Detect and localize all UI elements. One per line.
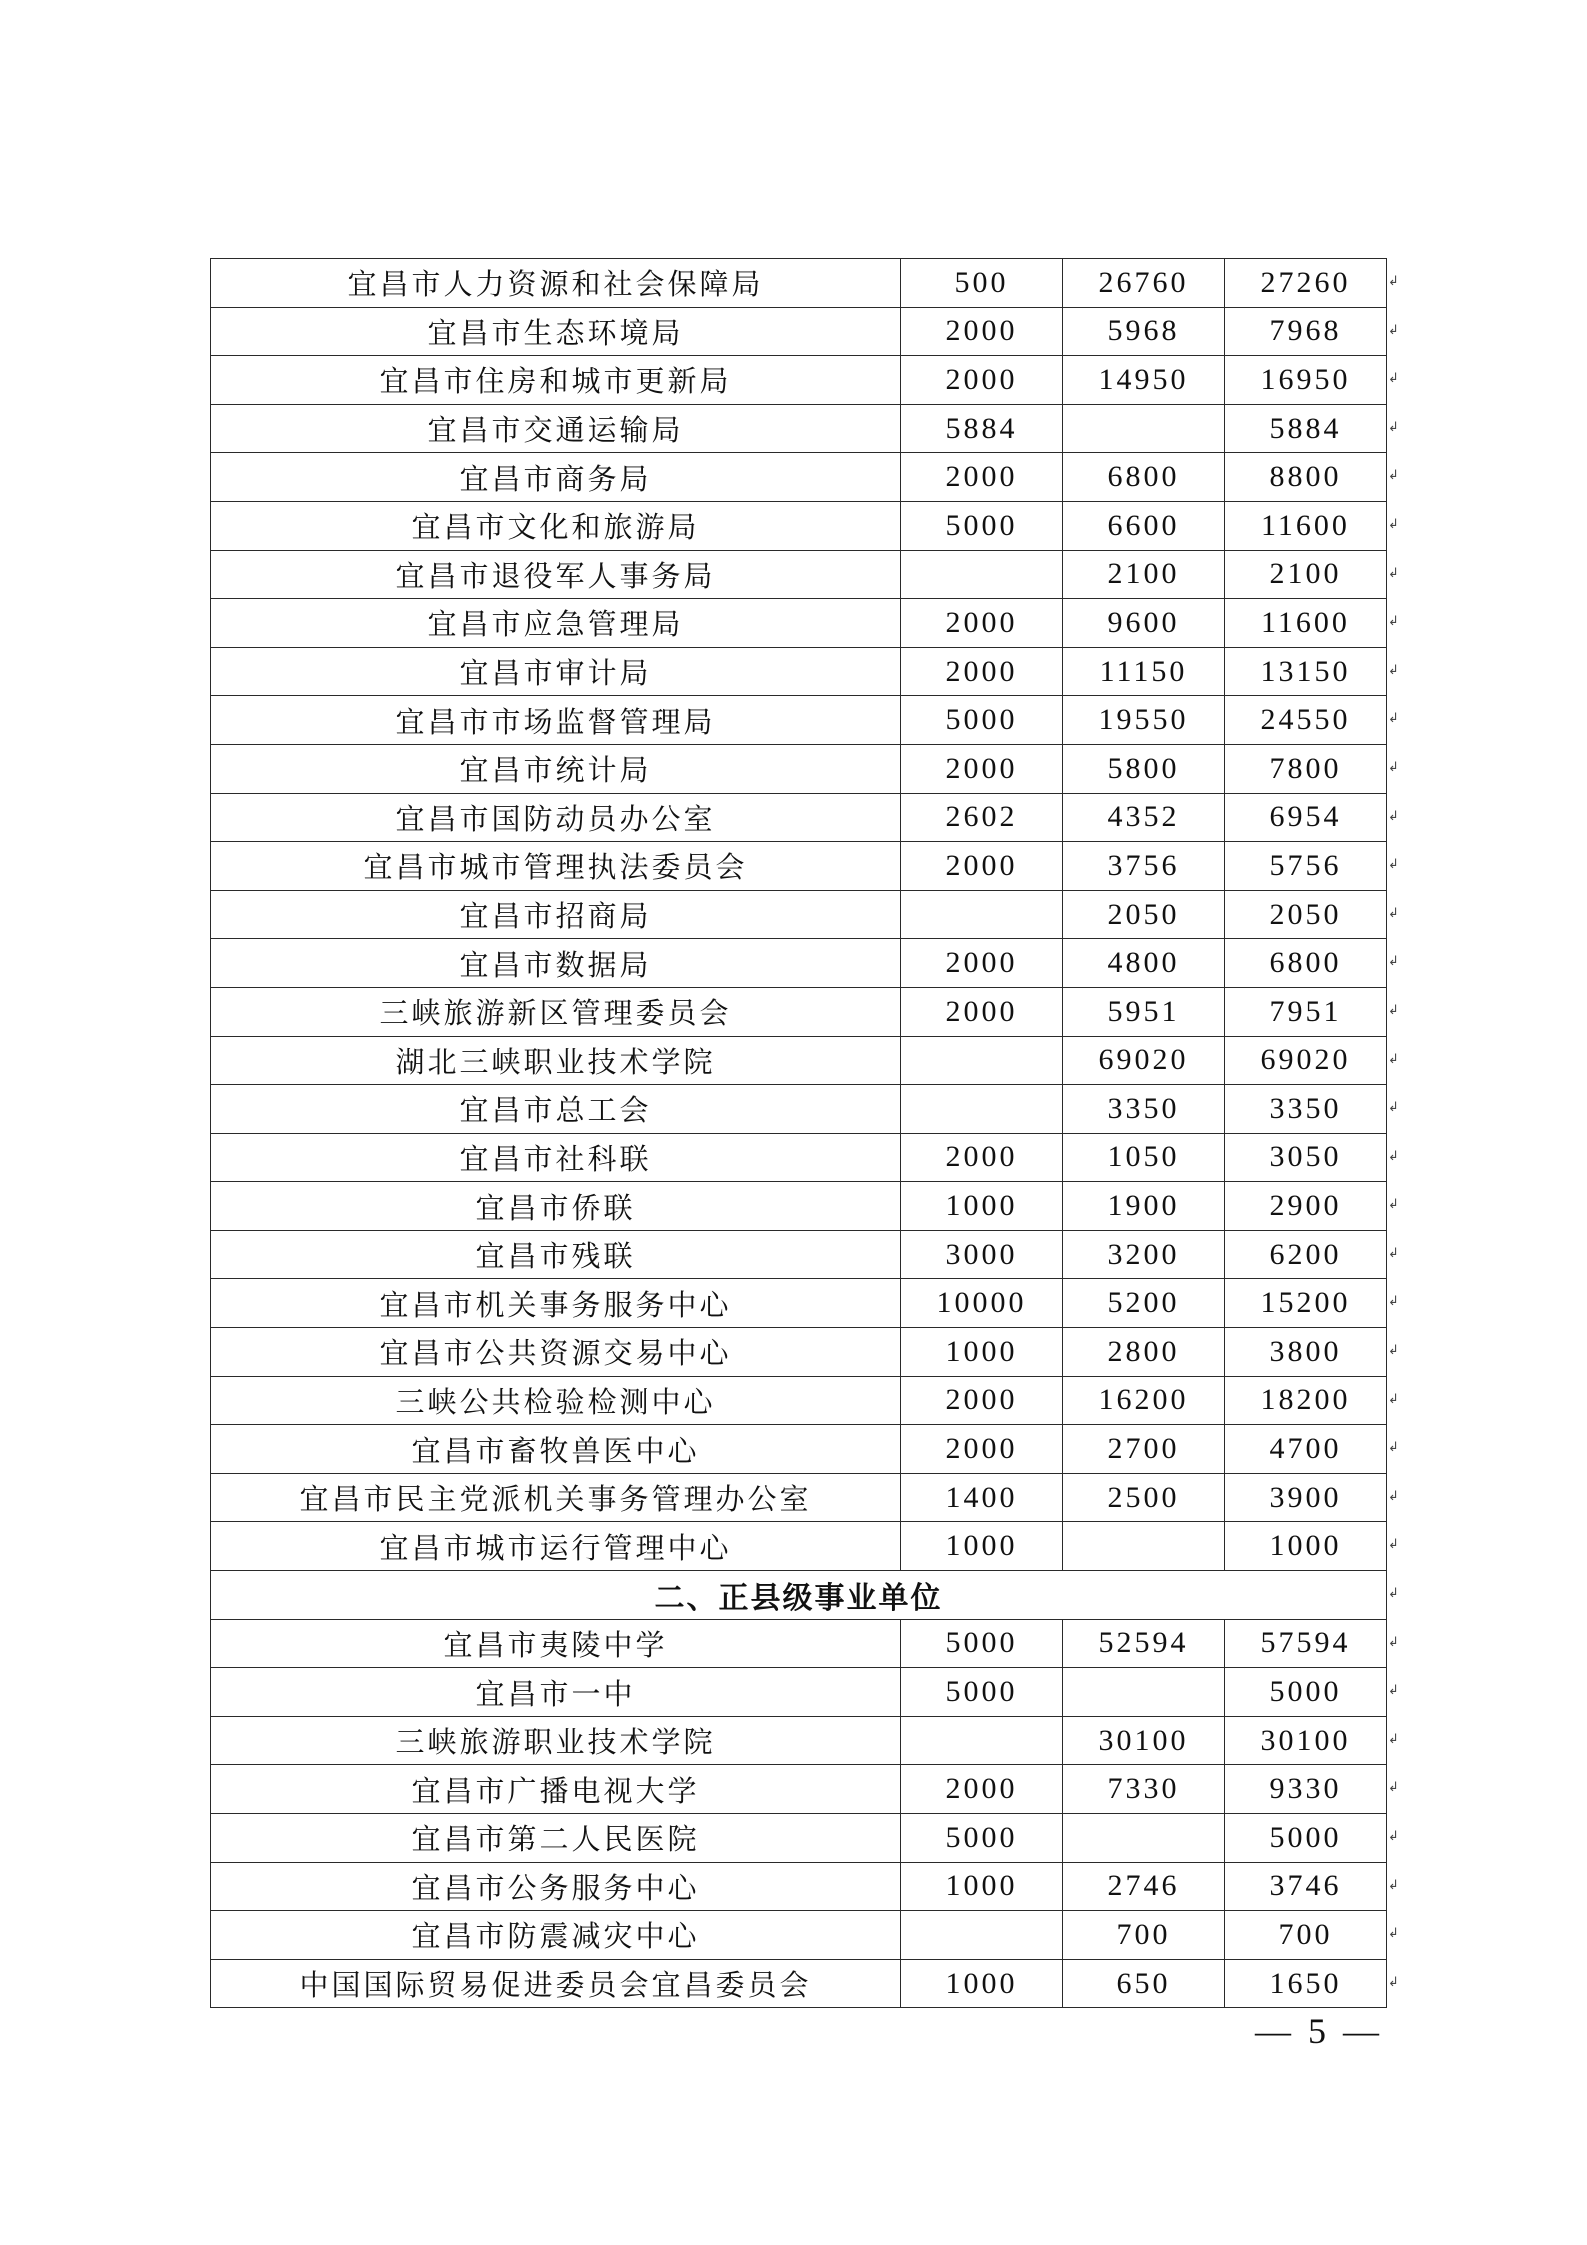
total-cell: 6954 (1225, 793, 1387, 842)
table-row (211, 1862, 1387, 1911)
budget-table-body (211, 259, 1387, 2008)
unit-name-cell: 宜昌市公务服务中心 (211, 1862, 901, 1911)
section-title: 二、正县级事业单位 (211, 1571, 1387, 1620)
paragraph-mark-icon: ↲ (1388, 468, 1399, 484)
amount-b-cell: 1900 (1063, 1182, 1225, 1231)
paragraph-mark-icon: ↲ (1388, 857, 1399, 873)
paragraph-mark-icon: ↲ (1388, 808, 1399, 824)
total-cell: 11600 (1225, 501, 1387, 550)
amount-a-cell: 2000 (901, 453, 1063, 502)
total-cell: 5884 (1225, 404, 1387, 453)
amount-b-cell: 700 (1063, 1911, 1225, 1960)
paragraph-mark-icon: ↲ (1388, 1974, 1399, 1990)
unit-name-cell: 宜昌市生态环境局 (211, 307, 901, 356)
table-row (211, 1036, 1387, 1085)
paragraph-mark-icon: ↲ (1388, 662, 1399, 678)
amount-a-cell: 5000 (901, 1814, 1063, 1863)
unit-name-cell: 宜昌市人力资源和社会保障局 (211, 259, 901, 308)
total-cell: 8800 (1225, 453, 1387, 502)
amount-b-cell: 5951 (1063, 987, 1225, 1036)
paragraph-mark-icon: ↲ (1388, 1051, 1399, 1067)
table-row (211, 1279, 1387, 1328)
unit-name-cell: 宜昌市招商局 (211, 890, 901, 939)
paragraph-mark-icon: ↲ (1388, 905, 1399, 921)
amount-b-cell: 2800 (1063, 1328, 1225, 1377)
total-cell: 7800 (1225, 744, 1387, 793)
amount-a-cell (901, 1716, 1063, 1765)
table-row (211, 599, 1387, 648)
budget-table (210, 258, 1387, 2008)
paragraph-mark-icon: ↲ (1388, 1634, 1399, 1650)
paragraph-mark-icon: ↲ (1388, 1877, 1399, 1893)
table-row (211, 550, 1387, 599)
amount-a-cell (901, 550, 1063, 599)
paragraph-mark-icon: ↲ (1388, 1391, 1399, 1407)
amount-a-cell: 5000 (901, 1668, 1063, 1717)
amount-a-cell: 5000 (901, 501, 1063, 550)
paragraph-mark-icon: ↲ (1388, 1586, 1399, 1602)
table-row (211, 1668, 1387, 1717)
total-cell: 9330 (1225, 1765, 1387, 1814)
amount-b-cell: 4800 (1063, 939, 1225, 988)
paragraph-mark-icon: ↲ (1388, 954, 1399, 970)
unit-name-cell: 宜昌市残联 (211, 1230, 901, 1279)
paragraph-mark-icon: ↲ (1388, 1780, 1399, 1796)
table-row (211, 453, 1387, 502)
amount-a-cell: 5884 (901, 404, 1063, 453)
unit-name-cell: 宜昌市商务局 (211, 453, 901, 502)
total-cell: 13150 (1225, 647, 1387, 696)
amount-a-cell: 3000 (901, 1230, 1063, 1279)
amount-a-cell: 1000 (901, 1862, 1063, 1911)
amount-b-cell: 5800 (1063, 744, 1225, 793)
paragraph-mark-icon: ↲ (1388, 1440, 1399, 1456)
table-row (211, 987, 1387, 1036)
amount-a-cell: 5000 (901, 696, 1063, 745)
amount-a-cell (901, 1036, 1063, 1085)
amount-a-cell: 1000 (901, 1182, 1063, 1231)
unit-name-cell: 宜昌市防震减灾中心 (211, 1911, 901, 1960)
paragraph-mark-icon: ↲ (1388, 1683, 1399, 1699)
total-cell: 6800 (1225, 939, 1387, 988)
amount-b-cell: 2100 (1063, 550, 1225, 599)
table-row (211, 890, 1387, 939)
amount-b-cell: 11150 (1063, 647, 1225, 696)
total-cell: 57594 (1225, 1619, 1387, 1668)
unit-name-cell: 宜昌市退役军人事务局 (211, 550, 901, 599)
table-row (211, 1473, 1387, 1522)
unit-name-cell: 宜昌市社科联 (211, 1133, 901, 1182)
unit-name-cell: 宜昌市侨联 (211, 1182, 901, 1231)
total-cell: 3050 (1225, 1133, 1387, 1182)
amount-a-cell: 2000 (901, 987, 1063, 1036)
total-cell: 5000 (1225, 1814, 1387, 1863)
total-cell: 3350 (1225, 1085, 1387, 1134)
table-row (211, 1425, 1387, 1474)
paragraph-mark-icon: ↲ (1388, 1100, 1399, 1116)
paragraph-mark-icon: ↲ (1388, 711, 1399, 727)
total-cell: 16950 (1225, 356, 1387, 405)
paragraph-mark-icon: ↲ (1388, 274, 1399, 289)
unit-name-cell: 宜昌市畜牧兽医中心 (211, 1425, 901, 1474)
unit-name-cell: 宜昌市广播电视大学 (211, 1765, 901, 1814)
amount-b-cell: 3350 (1063, 1085, 1225, 1134)
amount-a-cell: 2000 (901, 647, 1063, 696)
page-number: — 5 — (1255, 2011, 1383, 2051)
table-row (211, 1376, 1387, 1425)
amount-a-cell: 2000 (901, 1133, 1063, 1182)
total-cell: 24550 (1225, 696, 1387, 745)
paragraph-mark-icon: ↲ (1388, 1197, 1399, 1213)
unit-name-cell: 宜昌市城市管理执法委员会 (211, 842, 901, 891)
table-row (211, 1911, 1387, 1960)
table-row (211, 647, 1387, 696)
table-row (211, 793, 1387, 842)
amount-a-cell: 5000 (901, 1619, 1063, 1668)
paragraph-mark-icon: ↲ (1388, 614, 1399, 630)
amount-b-cell: 4352 (1063, 793, 1225, 842)
total-cell: 3800 (1225, 1328, 1387, 1377)
total-cell: 2050 (1225, 890, 1387, 939)
total-cell: 5756 (1225, 842, 1387, 891)
total-cell: 7968 (1225, 307, 1387, 356)
total-cell: 11600 (1225, 599, 1387, 648)
amount-a-cell: 2000 (901, 842, 1063, 891)
amount-b-cell: 5968 (1063, 307, 1225, 356)
total-cell: 1650 (1225, 1959, 1387, 2008)
table-row (211, 1182, 1387, 1231)
unit-name-cell: 湖北三峡职业技术学院 (211, 1036, 901, 1085)
paragraph-mark-icon: ↲ (1388, 419, 1399, 435)
paragraph-mark-icon: ↲ (1388, 516, 1399, 532)
unit-name-cell: 宜昌市文化和旅游局 (211, 501, 901, 550)
unit-name-cell: 宜昌市国防动员办公室 (211, 793, 901, 842)
amount-b-cell: 9600 (1063, 599, 1225, 648)
table-row (211, 744, 1387, 793)
total-cell: 6200 (1225, 1230, 1387, 1279)
amount-b-cell: 26760 (1063, 259, 1225, 308)
amount-b-cell: 16200 (1063, 1376, 1225, 1425)
amount-a-cell: 1000 (901, 1522, 1063, 1571)
unit-name-cell: 中国国际贸易促进委员会宜昌委员会 (211, 1959, 901, 2008)
paragraph-mark-icon: ↲ (1388, 1731, 1399, 1747)
paragraph-mark-icon: ↲ (1388, 759, 1399, 775)
amount-a-cell: 2000 (901, 1425, 1063, 1474)
total-cell: 69020 (1225, 1036, 1387, 1085)
unit-name-cell: 宜昌市公共资源交易中心 (211, 1328, 901, 1377)
amount-b-cell (1063, 1668, 1225, 1717)
total-cell: 2900 (1225, 1182, 1387, 1231)
amount-b-cell: 1050 (1063, 1133, 1225, 1182)
table-row (211, 1814, 1387, 1863)
amount-a-cell: 2000 (901, 1376, 1063, 1425)
total-cell: 2100 (1225, 550, 1387, 599)
amount-b-cell: 6800 (1063, 453, 1225, 502)
unit-name-cell: 三峡旅游新区管理委员会 (211, 987, 901, 1036)
total-cell: 7951 (1225, 987, 1387, 1036)
amount-b-cell (1063, 1522, 1225, 1571)
table-row (211, 1230, 1387, 1279)
paragraph-mark-icon: ↲ (1388, 1148, 1399, 1164)
amount-b-cell: 2050 (1063, 890, 1225, 939)
table-row (211, 1765, 1387, 1814)
paragraph-mark-icon: ↲ (1388, 1294, 1399, 1310)
paragraph-mark-icon: ↲ (1388, 1488, 1399, 1504)
unit-name-cell: 宜昌市民主党派机关事务管理办公室 (211, 1473, 901, 1522)
amount-b-cell: 3200 (1063, 1230, 1225, 1279)
table-row (211, 1522, 1387, 1571)
table-row (211, 501, 1387, 550)
total-cell: 15200 (1225, 1279, 1387, 1328)
unit-name-cell: 宜昌市夷陵中学 (211, 1619, 901, 1668)
table-row (211, 1716, 1387, 1765)
amount-b-cell (1063, 1814, 1225, 1863)
amount-b-cell: 6600 (1063, 501, 1225, 550)
amount-a-cell (901, 1911, 1063, 1960)
table-row (211, 1085, 1387, 1134)
table-row (211, 939, 1387, 988)
amount-b-cell: 69020 (1063, 1036, 1225, 1085)
amount-b-cell: 650 (1063, 1959, 1225, 2008)
paragraph-mark-icon: ↲ (1388, 1002, 1399, 1018)
unit-name-cell: 宜昌市一中 (211, 1668, 901, 1717)
table-row (211, 1619, 1387, 1668)
amount-b-cell: 14950 (1063, 356, 1225, 405)
amount-a-cell: 2000 (901, 939, 1063, 988)
unit-name-cell: 宜昌市审计局 (211, 647, 901, 696)
amount-b-cell: 2746 (1063, 1862, 1225, 1911)
amount-b-cell: 2500 (1063, 1473, 1225, 1522)
total-cell: 27260 (1225, 259, 1387, 308)
table-row (211, 1328, 1387, 1377)
amount-a-cell: 1400 (901, 1473, 1063, 1522)
amount-b-cell: 52594 (1063, 1619, 1225, 1668)
amount-a-cell (901, 890, 1063, 939)
table-row (211, 842, 1387, 891)
paragraph-mark-icon: ↲ (1388, 565, 1399, 581)
paragraph-mark-icon: ↲ (1388, 1245, 1399, 1261)
paragraph-marks-column (1388, 258, 1402, 2007)
unit-name-cell: 宜昌市城市运行管理中心 (211, 1522, 901, 1571)
amount-b-cell: 5200 (1063, 1279, 1225, 1328)
table-row (211, 356, 1387, 405)
table-row (211, 696, 1387, 745)
total-cell: 5000 (1225, 1668, 1387, 1717)
table-row (211, 404, 1387, 453)
section-header-row (211, 1571, 1387, 1620)
table-row (211, 259, 1387, 308)
unit-name-cell: 宜昌市住房和城市更新局 (211, 356, 901, 405)
total-cell: 4700 (1225, 1425, 1387, 1474)
amount-b-cell: 2700 (1063, 1425, 1225, 1474)
amount-a-cell: 2000 (901, 599, 1063, 648)
unit-name-cell: 宜昌市交通运输局 (211, 404, 901, 453)
amount-b-cell: 19550 (1063, 696, 1225, 745)
total-cell: 3746 (1225, 1862, 1387, 1911)
amount-a-cell: 2000 (901, 1765, 1063, 1814)
table-row (211, 307, 1387, 356)
unit-name-cell: 宜昌市统计局 (211, 744, 901, 793)
unit-name-cell: 宜昌市机关事务服务中心 (211, 1279, 901, 1328)
amount-a-cell: 2000 (901, 356, 1063, 405)
paragraph-mark-icon: ↲ (1388, 322, 1399, 338)
paragraph-mark-icon: ↲ (1388, 371, 1399, 387)
amount-b-cell: 30100 (1063, 1716, 1225, 1765)
amount-b-cell (1063, 404, 1225, 453)
amount-a-cell: 2000 (901, 307, 1063, 356)
amount-a-cell: 1000 (901, 1959, 1063, 2008)
amount-a-cell: 10000 (901, 1279, 1063, 1328)
table-row (211, 1133, 1387, 1182)
paragraph-mark-icon: ↲ (1388, 1537, 1399, 1553)
unit-name-cell: 三峡公共检验检测中心 (211, 1376, 901, 1425)
total-cell: 1000 (1225, 1522, 1387, 1571)
paragraph-mark-icon: ↲ (1388, 1343, 1399, 1359)
unit-name-cell: 宜昌市应急管理局 (211, 599, 901, 648)
amount-b-cell: 7330 (1063, 1765, 1225, 1814)
total-cell: 3900 (1225, 1473, 1387, 1522)
unit-name-cell: 宜昌市数据局 (211, 939, 901, 988)
amount-a-cell (901, 1085, 1063, 1134)
unit-name-cell: 宜昌市第二人民医院 (211, 1814, 901, 1863)
amount-a-cell: 500 (901, 259, 1063, 308)
amount-b-cell: 3756 (1063, 842, 1225, 891)
amount-a-cell: 2000 (901, 744, 1063, 793)
total-cell: 30100 (1225, 1716, 1387, 1765)
paragraph-mark-icon: ↲ (1388, 1829, 1399, 1844)
amount-a-cell: 1000 (901, 1328, 1063, 1377)
total-cell: 700 (1225, 1911, 1387, 1960)
unit-name-cell: 三峡旅游职业技术学院 (211, 1716, 901, 1765)
paragraph-mark-icon: ↲ (1388, 1926, 1399, 1942)
total-cell: 18200 (1225, 1376, 1387, 1425)
unit-name-cell: 宜昌市市场监督管理局 (211, 696, 901, 745)
amount-a-cell: 2602 (901, 793, 1063, 842)
table-row (211, 1959, 1387, 2008)
unit-name-cell: 宜昌市总工会 (211, 1085, 901, 1134)
